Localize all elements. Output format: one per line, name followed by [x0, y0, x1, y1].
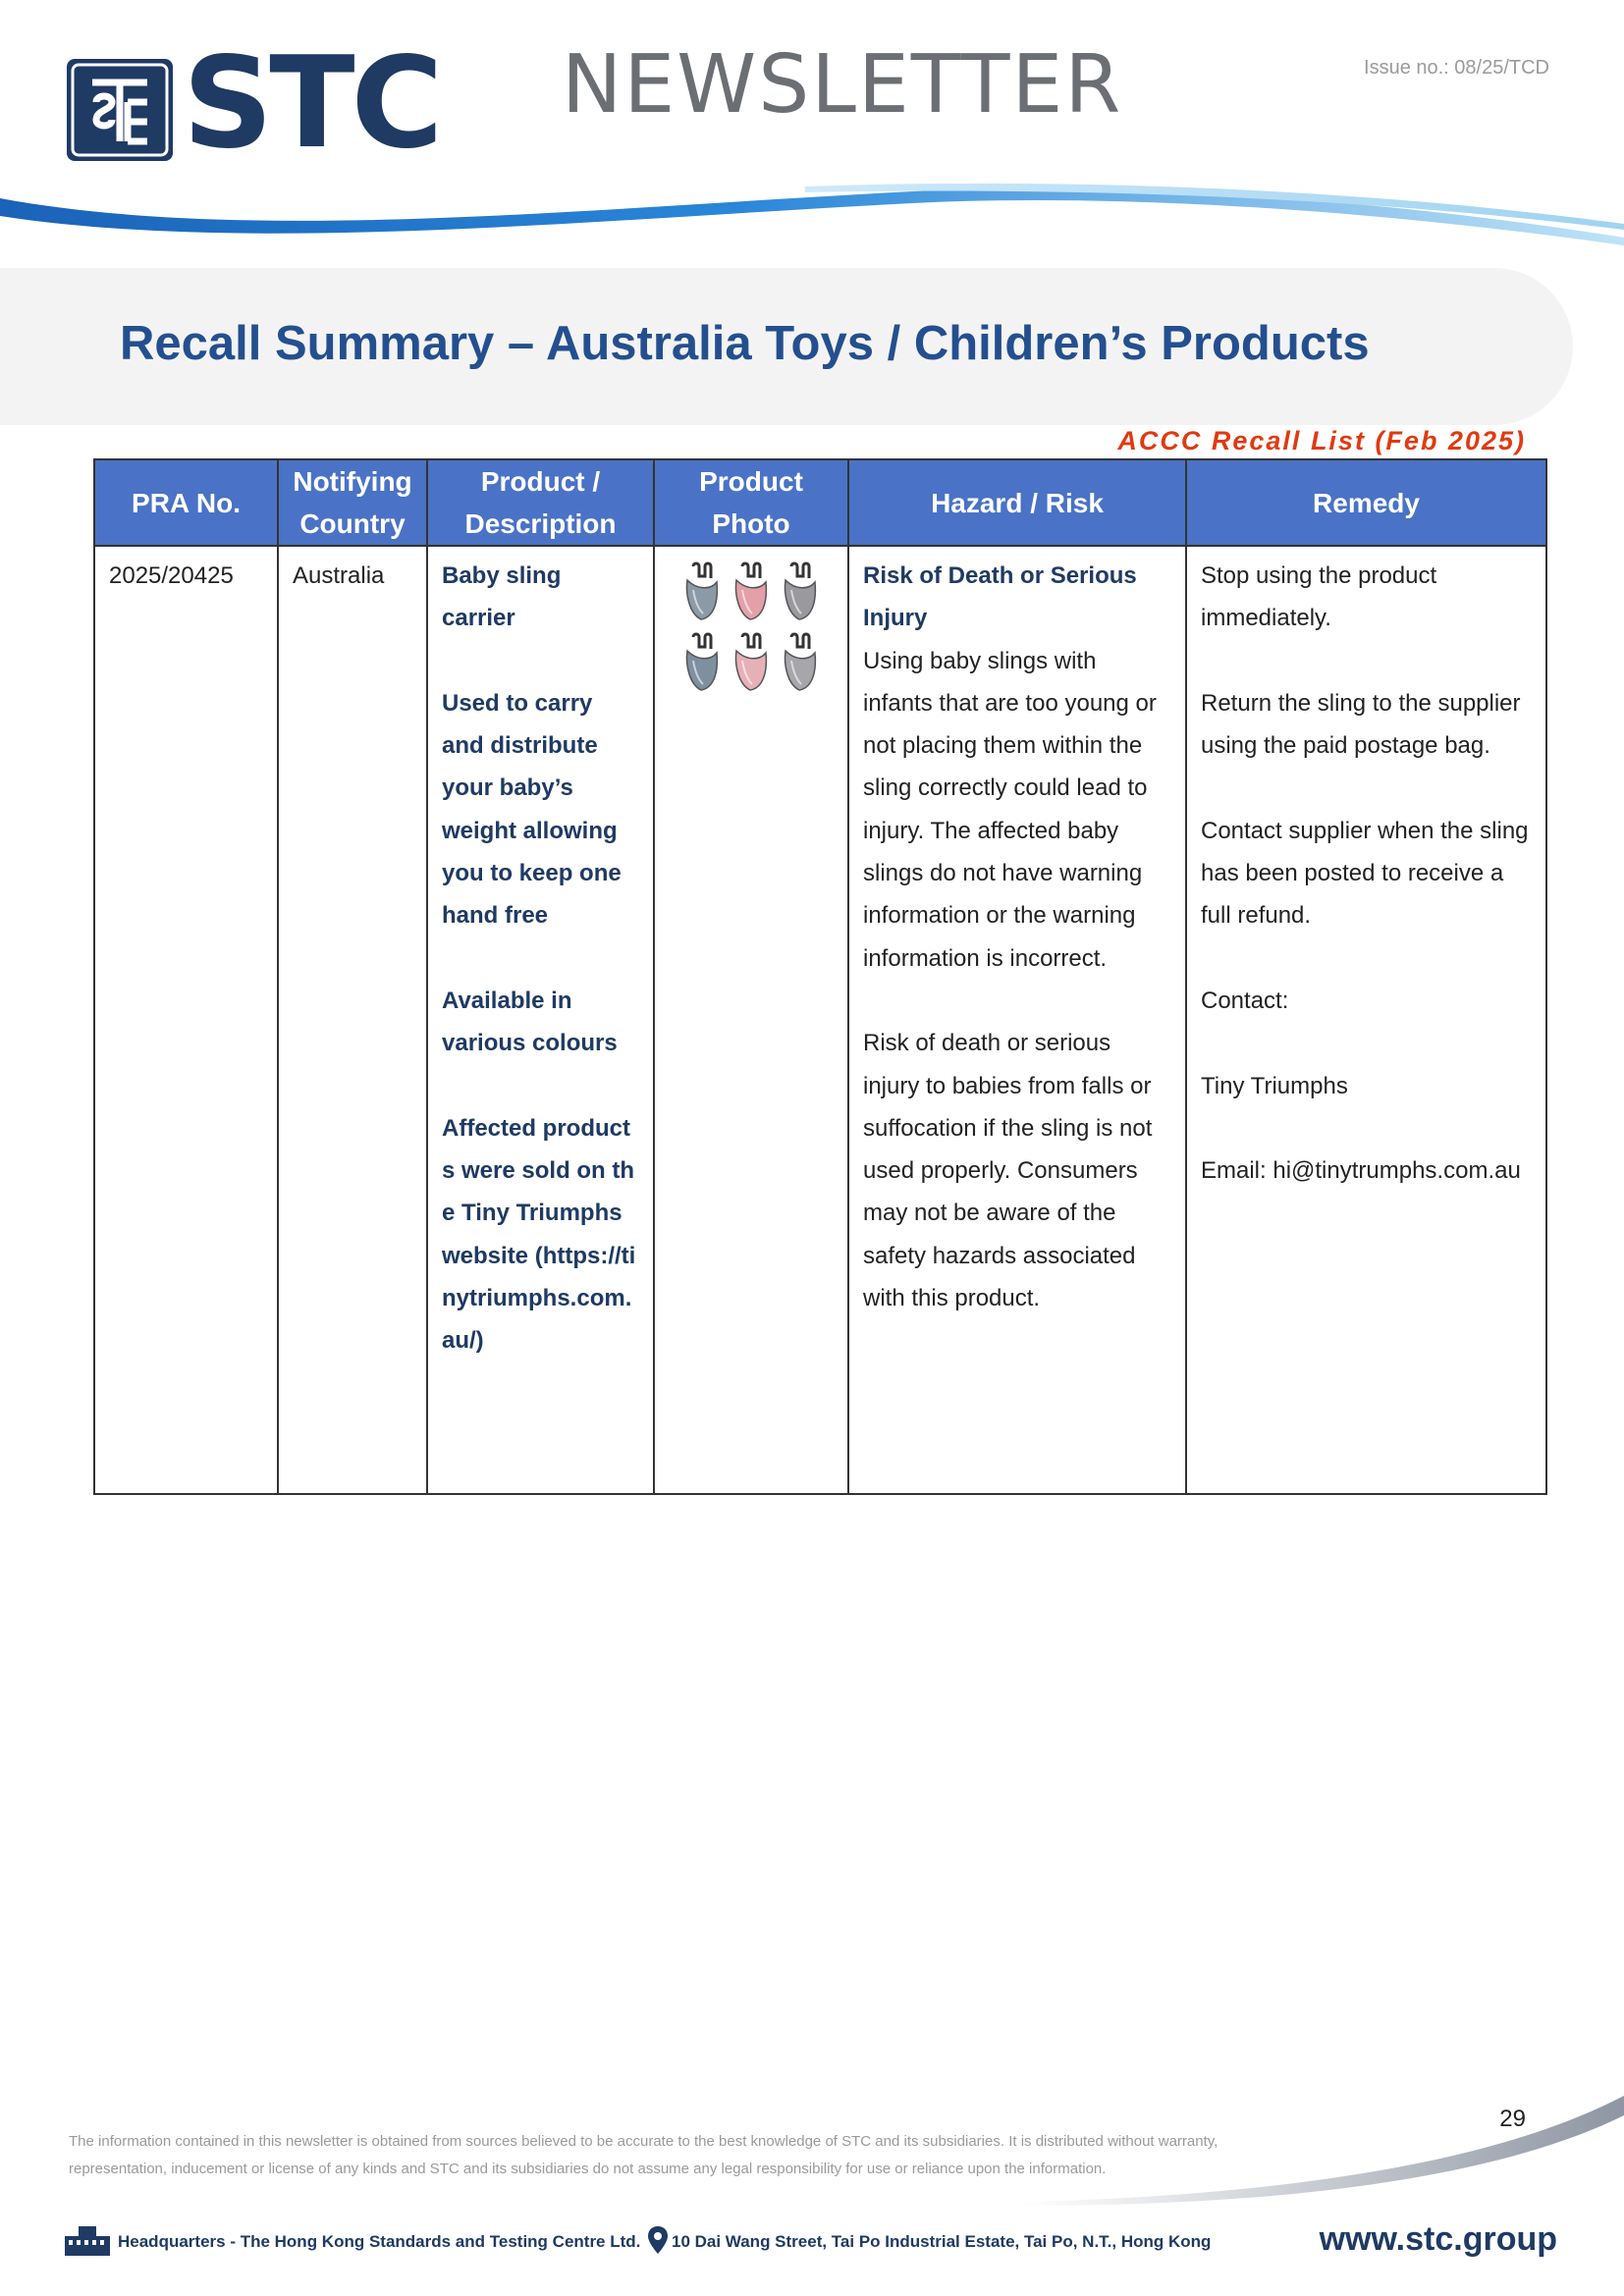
newsletter-heading: NEWSLETTER: [562, 38, 1123, 132]
description-colours: Available in various colours: [442, 987, 618, 1057]
issue-number: Issue no.: 08/25/TCD: [1364, 57, 1549, 79]
headquarters-label: Headquarters - The Hong Kong Standards and Testing Centre Ltd.: [118, 2232, 641, 2251]
cell-description: [427, 546, 654, 1494]
remedy-refund: Contact supplier when the sling has been posted to receive a full refund.: [1201, 817, 1529, 930]
description-product-name: Baby sling carrier: [442, 562, 562, 632]
baby-sling-image: [677, 631, 727, 692]
hazard-paragraph-1: Using baby slings with infants that are too young or not placing them within the sling correctly could lead to injury. The affected baby slings do not have warning information or the warning information is incorrect.: [863, 647, 1157, 972]
cell-product-photo: [654, 546, 848, 1494]
header-remedy: Remedy: [1186, 459, 1546, 546]
remedy-email: Email: hi@tinytrumphs.com.au: [1201, 1157, 1521, 1185]
building-icon: [63, 2224, 112, 2256]
baby-sling-image: [727, 631, 776, 692]
product-photo: [669, 561, 834, 692]
disclaimer: The information contained in this newsletter is obtained from sources believed to be accurate to the best knowledge of STC and its subsidiaries. It is distributed without warranty, representation, inducement or license of any kinds and STC and its subsidiaries do not assume any legal responsibility for use or reliance upon the information.: [69, 2133, 1218, 2177]
baby-sling-image: [677, 561, 727, 621]
address-label: 10 Dai Wang Street, Tai Po Industrial Estate, Tai Po, N.T., Hong Kong: [672, 2232, 1212, 2251]
description-sold-at: Affected products were sold on the Tiny Triumphs website (https://tinytriumphs.com.au/): [442, 1114, 636, 1355]
footer-bar: [63, 2220, 1565, 2260]
website-link[interactable]: www.stc.group: [1319, 2220, 1557, 2258]
cell-country: Australia: [278, 546, 427, 1494]
location-pin-icon: [648, 2226, 668, 2254]
header-notifying-country: Notifying Country: [278, 459, 427, 546]
remedy-contact-label: Contact:: [1201, 987, 1289, 1014]
table-header-row: [94, 459, 1546, 546]
stc-emblem-icon: [67, 59, 173, 161]
baby-sling-image: [727, 561, 776, 621]
description-use: Used to carry and distribute your baby’s weight allowing you to keep one hand free: [442, 689, 622, 930]
recall-list-label: ACCC Recall List (Feb 2025): [1117, 426, 1526, 455]
cell-pra-no: 2025/20425: [94, 546, 278, 1494]
baby-sling-image: [776, 561, 825, 621]
remedy-supplier-name: Tiny Triumphs: [1201, 1072, 1348, 1099]
stc-logo: [67, 30, 464, 177]
remedy-return: Return the sling to the supplier using the paid postage bag.: [1201, 689, 1521, 760]
recall-table: [93, 458, 1547, 1495]
header-swoosh: [0, 177, 1624, 255]
page-number: 29: [1499, 2106, 1526, 2132]
logo-wordmark: STC: [183, 30, 440, 177]
header-product-photo: Product Photo: [654, 459, 848, 546]
cell-hazard: [848, 546, 1186, 1494]
hazard-title: Risk of Death or Serious Injury: [863, 562, 1137, 632]
baby-sling-image: [776, 631, 825, 692]
header-pra-no: PRA No.: [94, 459, 278, 546]
cell-remedy: [1186, 546, 1546, 1494]
header-product-description: Product / Description: [427, 459, 654, 546]
table-row: [94, 546, 1546, 1494]
remedy-stop-using: Stop using the product immediately.: [1201, 562, 1437, 632]
page-title: Recall Summary – Australia Toys / Children’s Products: [120, 317, 1370, 370]
hazard-paragraph-2: Risk of death or serious injury to babies from falls or suffocation if the sling is not used properly. Consumers may not be aware of the safety hazards associated with this product.: [863, 1030, 1153, 1312]
header-hazard-risk: Hazard / Risk: [848, 459, 1186, 546]
